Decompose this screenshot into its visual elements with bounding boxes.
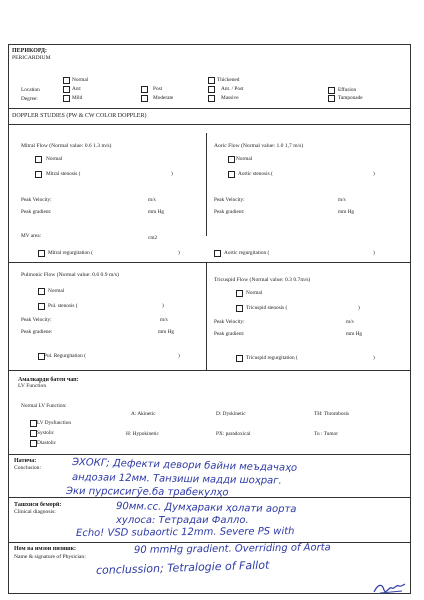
pericardium-title-ru: ПЕРИКОРД: <box>12 48 48 54</box>
thickened-checkbox[interactable] <box>208 77 215 84</box>
tamponade-label: Tamponade <box>338 95 363 101</box>
tricuspid-stenosis-checkbox[interactable] <box>236 305 243 312</box>
lv-dysfunction-label: LV Dysfunction <box>37 420 71 426</box>
physician-handwriting-1: 90 mmHg gradient. Overriding of Aorta <box>133 542 331 556</box>
aortic-title: Aoric Flow (Normal value: 1.0 1,7 m/s) <box>214 143 304 149</box>
tricuspid-velocity-unit: m/s <box>346 319 354 325</box>
moderate-label: Moderate <box>153 95 174 101</box>
lv-title-en: LV Function <box>18 383 47 389</box>
mitral-stenosis-label: Mitral stenosis ( <box>46 171 81 177</box>
physician-title-en: Name & signature of Physician: <box>14 554 86 560</box>
conclusion-handwriting-1: ЭХОКГ; Дефекти девори байни меъдачаҳо <box>71 457 298 474</box>
normal-lv-label: Normal LV Function: <box>21 403 67 409</box>
massive-checkbox[interactable] <box>208 95 215 102</box>
divider <box>8 108 410 109</box>
physician-title-ru: Ном ва имзои пизишк: <box>14 546 77 552</box>
pulmonic-gradient-unit: mm Hg <box>158 329 175 335</box>
systolic-checkbox[interactable] <box>30 430 37 437</box>
akinetic-label: A: Akinetic <box>131 411 156 417</box>
tricuspid-normal-label: Normal <box>246 290 263 296</box>
pulmonic-stenosis-label: Pul. stenosis ( <box>48 303 78 309</box>
clinical-handwriting-3: Echo! VSD subaortic 12mm. Severe PS with <box>75 526 295 539</box>
aortic-normal-checkbox[interactable] <box>228 156 235 163</box>
tricuspid-gradient-unit: mm Hg <box>346 331 363 337</box>
tumor-label: Tu : Tumor <box>314 431 338 437</box>
pericardium-title-en: PERICARDIUM <box>12 55 51 61</box>
degree-label: Degree: <box>21 96 38 102</box>
conclusion-handwriting-3: Эки пурсисигӯе.ба трабекулҳо <box>65 486 229 499</box>
pulmonic-title: Pulmonic Flow (Normal value: 0.6 0.9 m/s) <box>21 272 119 278</box>
tricuspid-normal-checkbox[interactable] <box>236 290 243 297</box>
clinical-handwriting-2: хулоса: Тетрадаи Фалло. <box>116 515 249 526</box>
aortic-normal-label: Normal <box>236 156 253 162</box>
mitral-regurg-label: Mitral regurgitation ( <box>48 250 93 256</box>
systolic-label: Systolic <box>37 430 55 436</box>
ant-label: Ant: <box>72 86 82 92</box>
physician-handwriting-2: conclussion; Tetralogie of Fallot <box>95 558 270 577</box>
thrombosis-label: TH: Thrombosis <box>314 411 350 417</box>
aortic-peak-gradient-label: Peak gradient: <box>214 209 245 215</box>
tricuspid-regurg-close: ) <box>373 355 375 361</box>
tamponade-checkbox[interactable] <box>328 95 335 102</box>
clinical-title-ru: Ташхиси беморӣ: <box>14 502 62 508</box>
aortic-peak-velocity-label: Peak Velocity: <box>214 197 245 203</box>
lv-title-ru: Амалкарди батен чап: <box>18 377 79 383</box>
massive-label: Massive <box>221 95 239 101</box>
pulmonic-stenosis-close: ) <box>162 303 164 309</box>
mitral-stenosis-close: ) <box>171 171 173 177</box>
paradoxical-label: PX: paradoxical <box>216 431 251 437</box>
mitral-normal-label: Normal <box>46 156 63 162</box>
location-label: Location <box>21 87 40 93</box>
effusion-checkbox[interactable] <box>328 87 335 94</box>
aortic-stenosis-checkbox[interactable] <box>228 171 235 178</box>
divider <box>8 454 410 455</box>
mitral-regurg-checkbox[interactable] <box>38 250 45 257</box>
thickened-label: Thickened <box>217 77 240 83</box>
tricuspid-title: Tricuspid Flow (Normal value: 0.3 0.7m/s) <box>214 277 311 283</box>
column-divider <box>206 133 207 236</box>
physician-signature <box>372 580 406 596</box>
doppler-title: DOPPLER STUDIES (PW & CW COLOR DOPPLER) <box>12 113 147 119</box>
divider <box>8 262 410 263</box>
aortic-regurg-label: Aortic regurgitation ( <box>224 250 270 256</box>
mild-checkbox[interactable] <box>63 95 70 102</box>
column-divider <box>206 262 207 370</box>
ant-post-label: Ant. / Post <box>221 86 244 92</box>
mitral-peak-velocity-label: Peak Velocity: <box>21 197 52 203</box>
conclusion-title-en: Conclusion: <box>14 465 42 471</box>
moderate-checkbox[interactable] <box>141 95 148 102</box>
aortic-stenosis-close: ) <box>373 171 375 177</box>
pulmonic-stenosis-checkbox[interactable] <box>38 303 45 310</box>
tricuspid-stenosis-label: Tricuspid stenosis ( <box>246 305 288 311</box>
aortic-gradient-unit: mm Hg <box>338 209 355 215</box>
mitral-stenosis-checkbox[interactable] <box>35 171 42 178</box>
pulmonic-peak-velocity-label: Peak Velocity: <box>21 317 52 323</box>
aortic-stenosis-label: Aortic stenosis ( <box>238 171 273 177</box>
tricuspid-regurg-label: Tricuspid regurgitation ( <box>246 355 298 361</box>
ant-checkbox[interactable] <box>63 86 70 93</box>
mv-area-label: MV area: <box>21 233 42 239</box>
normal-label: Normal <box>72 77 89 83</box>
mitral-velocity-unit: m/s <box>148 197 156 203</box>
mitral-title: Mitral Flow (Normal value: 0.6 1.3 m/s) <box>21 143 112 149</box>
clinical-handwriting-1: 90мм.сс. Думҳараки ҳолати аорта <box>115 501 297 516</box>
aortic-regurg-close: ) <box>373 250 375 256</box>
divider <box>8 370 410 371</box>
aortic-regurg-checkbox[interactable] <box>214 250 221 257</box>
tricuspid-peak-velocity-label: Peak Velocity: <box>214 319 245 325</box>
post-checkbox[interactable] <box>141 86 148 93</box>
divider <box>8 542 410 543</box>
tricuspid-stenosis-close: ) <box>358 305 360 311</box>
lv-dysfunction-checkbox[interactable] <box>30 420 37 427</box>
divider <box>8 497 410 498</box>
mitral-regurg-close: ) <box>178 250 180 256</box>
pulmonic-normal-label: Normal <box>48 288 65 294</box>
mv-area-unit: cm2 <box>148 235 158 241</box>
effusion-label: Effusion <box>338 87 357 93</box>
mitral-peak-gradient-label: Peak gradient: <box>21 209 52 215</box>
pulmonic-normal-checkbox[interactable] <box>38 288 45 295</box>
clinical-title-en: Clinical diagnosis: <box>14 509 56 515</box>
post-label: Post <box>153 86 163 92</box>
dyskinetic-label: D: Dyskinetic <box>216 411 246 417</box>
pulmonic-velocity-unit: m/s <box>160 317 168 323</box>
conclusion-title-ru: Натича: <box>14 458 37 464</box>
conclusion-handwriting-2: андозаи 12мм. Танзиши мадди шоҳраг. <box>71 472 282 487</box>
hypokinetic-label: H: Hypokinetic <box>126 431 159 437</box>
divider <box>8 124 410 125</box>
mitral-normal-checkbox[interactable] <box>35 156 42 163</box>
ant-post-checkbox[interactable] <box>208 86 215 93</box>
tricuspid-regurg-checkbox[interactable] <box>236 355 243 362</box>
aortic-velocity-unit: m/s <box>338 197 346 203</box>
pulmonic-regurg-close: ) <box>178 353 180 359</box>
pulmonic-peak-gradient-label: Peak gradiene: <box>21 329 53 335</box>
normal-checkbox[interactable] <box>63 77 70 84</box>
tricuspid-peak-gradient-label: Peak gradient: <box>214 331 245 337</box>
diastolic-checkbox[interactable] <box>30 440 37 447</box>
pulmonic-regurg-label: Pul. Regurgitation ( <box>44 353 86 359</box>
mild-label: Mild <box>72 95 83 101</box>
mitral-gradient-unit: mm Hg <box>148 209 165 215</box>
diastolic-label: Diastolic <box>37 440 57 446</box>
